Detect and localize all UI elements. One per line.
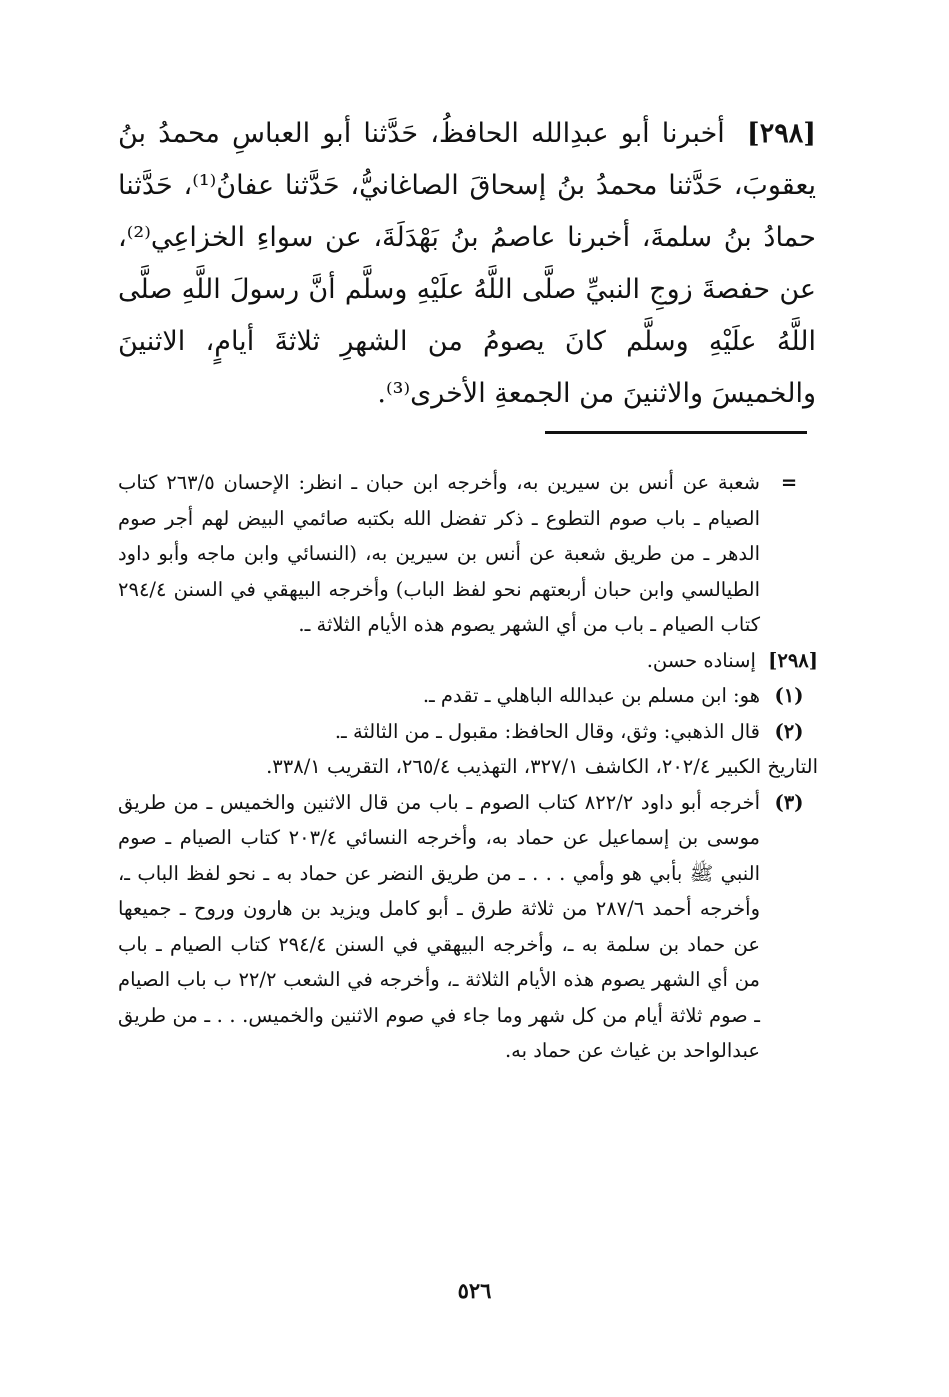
footnote-3-text: أخرجه أبو داود ٨٢٢/٢ كتاب الصوم ـ باب من قال الاثنين والخميس ـ من طريق موسى بن إسماعيل عن حماد به، وأخرجه النسائي ٢٠٣/٤ كتاب الصيام ـ صوم النبي ﷺ بأبي هو وأمي . . . ـ من طريق النضر عن حماد به ـ نحو لفظ الباب ـ، وأخرجه أحمد ٢٨٧/٦ من ثلاثة طرق ـ أبو كامل ويزيد بن هارون وروح ـ جميعها عن حماد بن سلمة به ـ، وأخرجه البيهقي في السنن ٢٩٤/٤ كتاب الصيام ـ باب من أي الشهر يصوم هذه الأيام الثلاثة ـ، وأخرجه في الشعب ٢٢/٢ ب باب الصيام ـ صوم ثلاثة أيام من كل شهر وما جاء في صوم الاثنين والخميس. . . ـ من طريق عبدالواحد بن غياث عن حماد به. xyxy=(118,790,760,1062)
footnote-3 xyxy=(118,785,818,1069)
footnote-2 xyxy=(118,714,818,750)
footnotes xyxy=(118,465,818,1069)
grading-number: [٢٩٨] xyxy=(768,648,818,672)
grading-line xyxy=(118,643,818,679)
footnote-2-references xyxy=(118,749,818,785)
hadith-number: [٢٩٨] xyxy=(746,118,816,149)
continuation-text: شعبة عن أنس بن سيرين به، وأخرجه ابن حبان ـ انظر: الإحسان ٢٦٣/٥ كتاب الصيام ـ باب صوم التطوع ـ ذكر تفضل الله بكتبه صائمي البيض لهم أجر صوم الدهر ـ من طريق شعبة عن أنس بن سيرين به، (النسائي وابن ماجه وأبو داود الطيالسي وابن حبان أربعتهم نحو لفظ الباب) وأخرجه البيهقي في السنن ٢٩٤/٤ كتاب الصيام ـ باب من أي الشهر يصوم هذه الأيام الثلاثة ـ. xyxy=(118,471,760,636)
page-number: ٥٢٦ xyxy=(457,1278,492,1303)
footnote-continuation xyxy=(118,465,818,643)
footnote-2-references-text: التاريخ الكبير ٢٠٢/٤، الكاشف ٣٢٧/١، التهذيب ٢٦٥/٤، التقريب ٣٣٨/١. xyxy=(266,755,818,778)
footnote-divider xyxy=(545,431,807,434)
footnote-3-marker: (٣) xyxy=(774,790,804,814)
hadith-text xyxy=(118,108,816,420)
footnote-1-text: هو: ابن مسلم بن عبدالله الباهلي ـ تقدم ـ. xyxy=(422,684,760,707)
footnote-1 xyxy=(118,678,818,714)
footnote-1-marker: (١) xyxy=(774,684,804,707)
footnote-grading xyxy=(118,643,818,679)
grading-text: إسناده حسن. xyxy=(646,648,756,672)
continuation-marker: = xyxy=(780,471,798,494)
footnote-2-text: قال الذهبي: وثق، وقال الحافظ: مقبول ـ من الثالثة ـ. xyxy=(334,719,760,743)
hadith-body: أخبرنا أبو عبدِالله الحافظُ، حَدَّثنا أبو العباسِ محمدُ بنُ يعقوبَ، حَدَّثنا محمدُ بنُ إسحاقَ الصاغانيُّ، حَدَّثنا عفانُ⁽¹⁾، حَدَّثنا حمادُ بنُ سلمةَ، أخبرنا عاصمُ بنُ بَهْدَلَةَ، عن سواءِ الخزاعِي⁽²⁾، عن حفصةَ زوجِ النبيِّ صلَّى اللَّهُ علَيْهِ وسلَّم أنَّ رسولَ اللَّهِ صلَّى اللَّهُ علَيْهِ وسلَّم كانَ يصومُ من الشهرِ ثلاثةَ أيامٍ، الاثنينَ والخميسَ والاثنينَ من الجمعةِ الأخرى⁽³⁾. xyxy=(118,118,816,409)
footnote-2-marker: (٢) xyxy=(774,719,804,743)
